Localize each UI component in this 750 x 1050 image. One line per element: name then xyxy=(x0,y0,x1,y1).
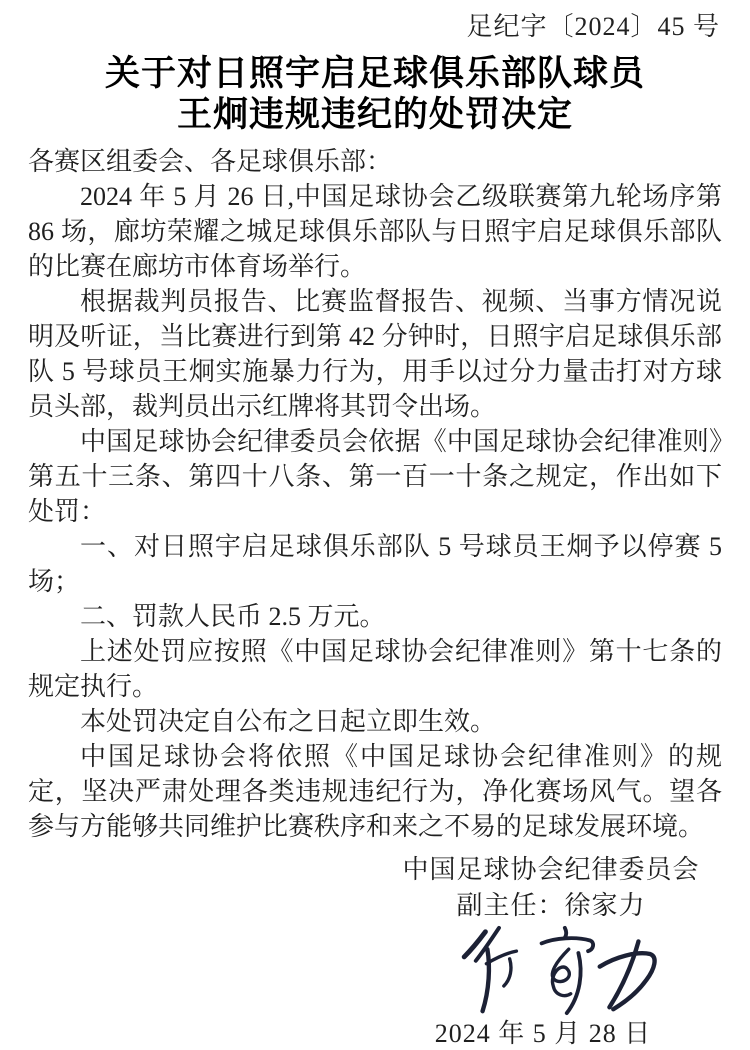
paragraph-execution-clause: 上述处罚应按照《中国足球协会纪律准则》第十七条的规定执行。 xyxy=(28,637,722,701)
paragraph-penalty-item-2: 二、罚款人民币 2.5 万元。 xyxy=(80,602,386,631)
document-body xyxy=(28,179,722,844)
paragraph-legal-basis: 中国足球协会纪律委员会依据《中国足球协会纪律准则》第五十三条、第四十八条、第一百一十条之规定，作出如下处罚： xyxy=(28,427,722,526)
paragraph-match-info: 2024 年 5 月 26 日,中国足球协会乙级联赛第九轮场序第 86 场，廊坊荣耀之城足球俱乐部队与日照宇启足球俱乐部队的比赛在廊坊市体育场举行。 xyxy=(28,182,722,281)
document-number: 足纪字〔2024〕45 号 xyxy=(466,12,720,41)
paragraph-effective-clause: 本处罚决定自公布之日起立即生效。 xyxy=(80,707,497,736)
paragraph-incident-description: 根据裁判员报告、比赛监督报告、视频、当事方情况说明及听证，当比赛进行到第 42 分钟时，日照宇启足球俱乐部队 5 号球员王炯实施暴力行为，用手以过分力量击打对方球员头部，裁判员出示红牌将其罚令出场。 xyxy=(28,287,722,421)
document-title-line2: 王炯违规违纪的处罚决定 xyxy=(176,95,573,134)
salutation: 各赛区组委会、各足球俱乐部： xyxy=(28,147,393,176)
document-title-line1: 关于对日照宇启足球俱乐部队球员 xyxy=(104,54,645,93)
signature-ink-icon xyxy=(453,924,668,1016)
paragraph-closing-statement: 中国足球协会将依照《中国足球协会纪律准则》的规定，坚决严肃处理各类违规违纪行为，净化赛场风气。望各参与方能够共同维护比赛秩序和来之不易的足球发展环境。 xyxy=(28,742,722,841)
signature-date: 2024 年 5 月 28 日 xyxy=(434,1019,652,1048)
document-title xyxy=(28,53,722,135)
signing-organization: 中国足球协会纪律委员会 xyxy=(402,855,700,884)
signature-block xyxy=(396,854,706,1050)
signer-title-and-name: 副主任：徐家力 xyxy=(456,891,646,920)
handwritten-signature xyxy=(453,924,668,1016)
paragraph-penalty-item-1: 一、对日照宇启足球俱乐部队 5 号球员王炯予以停赛 5 场； xyxy=(28,532,722,596)
